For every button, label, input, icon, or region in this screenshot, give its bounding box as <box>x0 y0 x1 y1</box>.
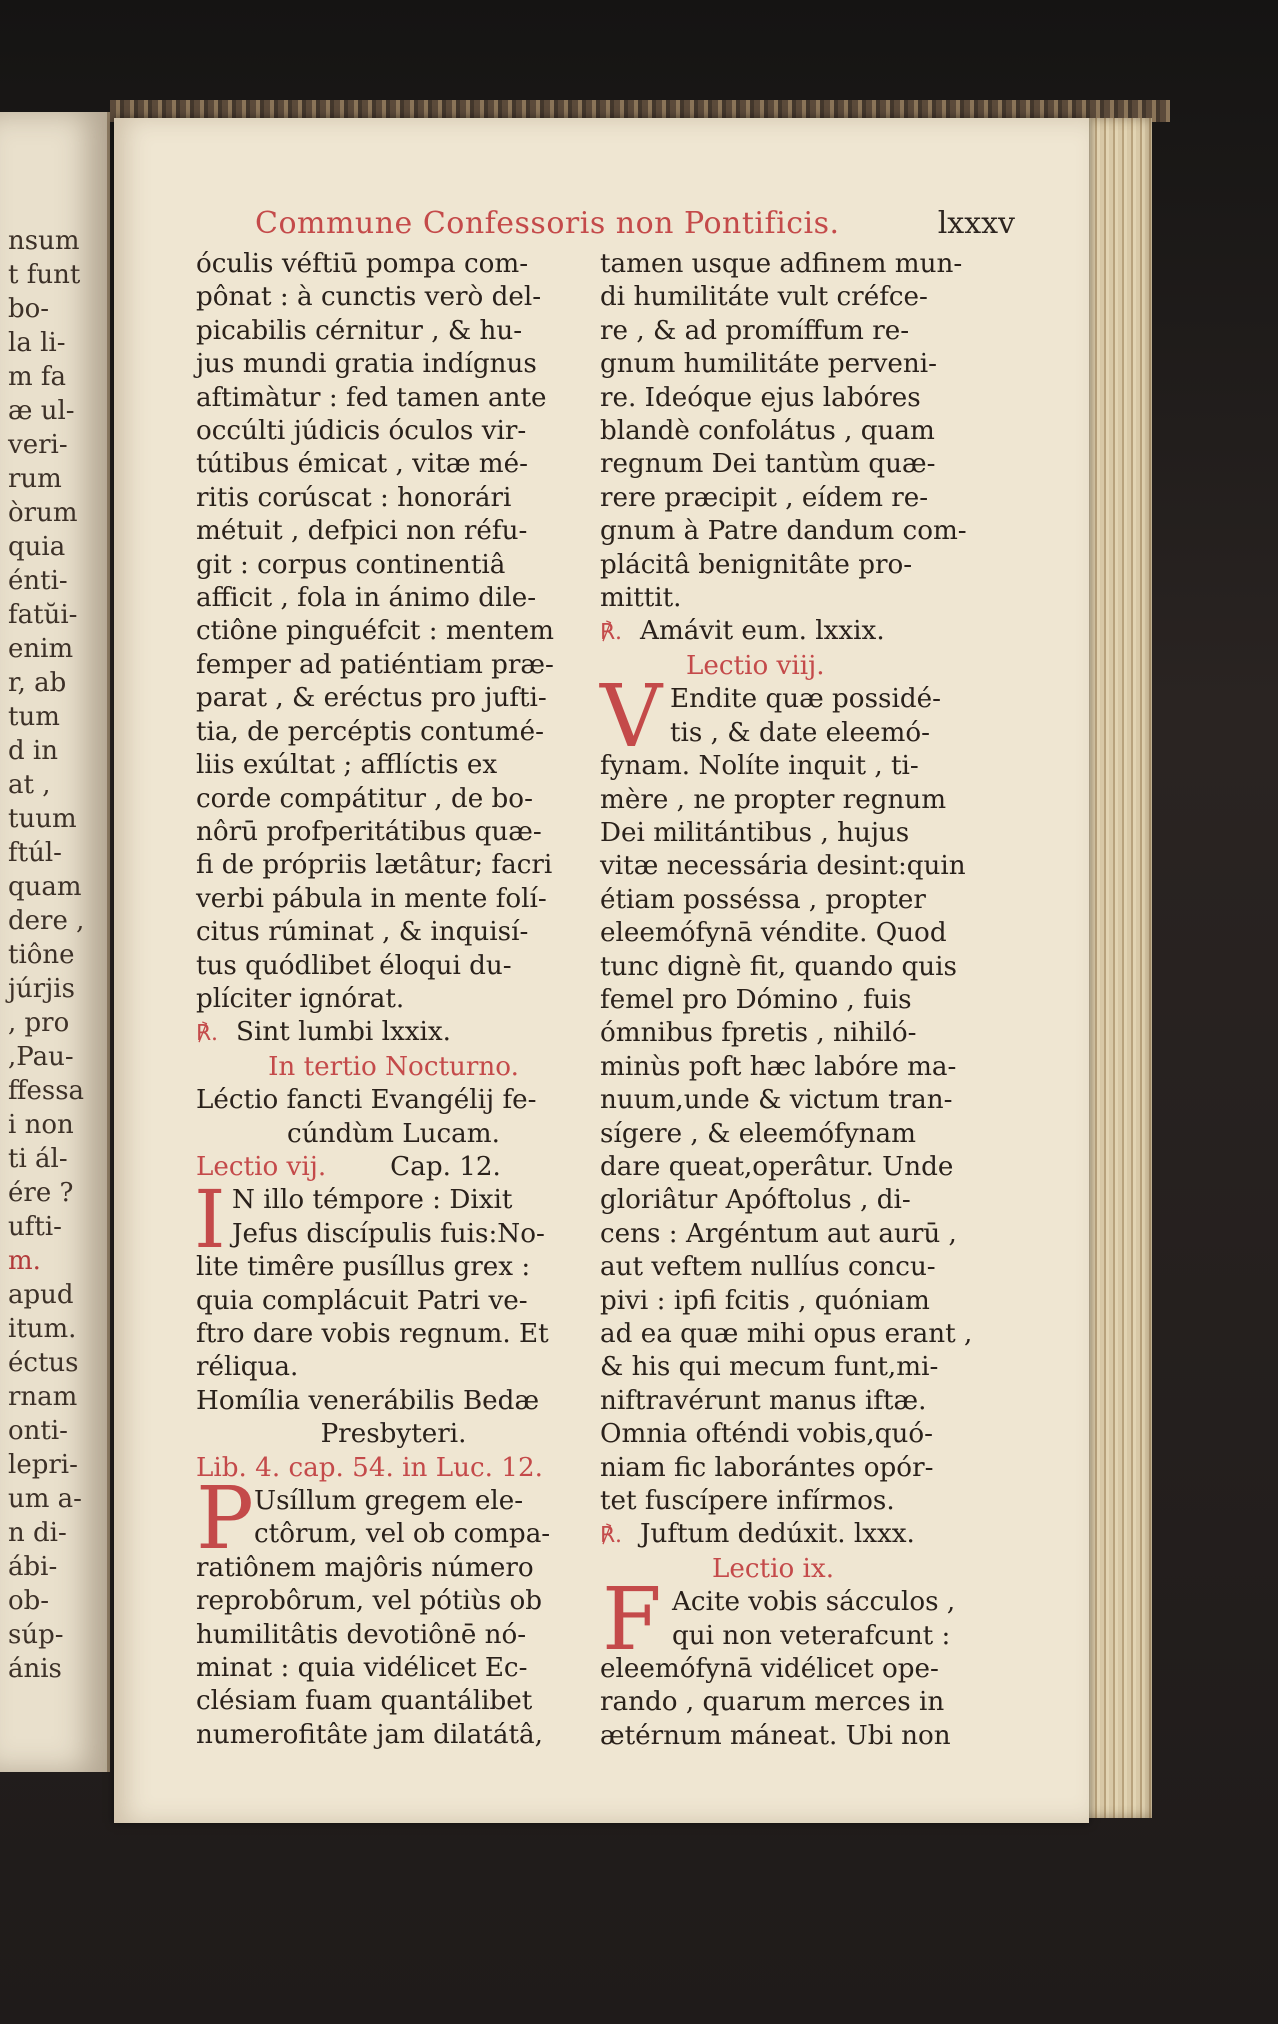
left-page-fragment: énti- <box>8 566 68 596</box>
lectio-line: pivi : ipfi fcitis , quóniam <box>600 1285 930 1316</box>
left-page-fragment: lepri- <box>8 1450 78 1480</box>
lectio-ix-block <box>600 1570 1002 1753</box>
left-page-fragment: òrum <box>8 498 78 528</box>
lectio-vii-heading: Lectio vij. Cap. 12. <box>196 1151 501 1182</box>
left-column <box>196 248 591 1752</box>
text-line: corde compátitur , de bo- <box>196 783 533 814</box>
gospel-line: Jefus discípulis fuis:No- <box>232 1218 545 1249</box>
text-line: di humilitáte vult créfce- <box>600 282 928 313</box>
left-page-fragment: ábi- <box>8 1552 58 1582</box>
text-line: regnum Dei tantùm quæ- <box>600 449 936 480</box>
homily-line: humilitâtis devotiônē nó- <box>196 1619 527 1650</box>
lectio-line: minùs poft hæc labóre ma- <box>600 1051 957 1082</box>
lectio-line: gloriâtur Apóftolus , di- <box>600 1185 911 1216</box>
lectio-line: tet fuscípere infírmos. <box>600 1486 895 1517</box>
lectio-line: ómnibus fpretis , nihiló- <box>600 1018 917 1049</box>
left-page-fragment: apud <box>8 1280 74 1310</box>
lectio-line: ad ea quæ mihi opus erant , <box>600 1319 973 1349</box>
text-line: plácitâ benignitâte pro- <box>600 549 913 580</box>
lectio-line: niam fic laborántes opór- <box>600 1452 934 1483</box>
gospel-line: quia complácuit Patri ve- <box>196 1285 528 1316</box>
text-line: git : corpus continentiâ <box>196 549 506 580</box>
lectio-line: vitæ necessária desint:quin <box>600 851 966 882</box>
lib-reference: Lib. 4. cap. 54. in Luc. 12. <box>196 1452 543 1483</box>
lectio-line: eleemófynā véndite. Quod <box>600 918 947 949</box>
left-page-fragment: bo- <box>8 294 50 324</box>
lectio-line: rando , quarum merces in <box>600 1687 945 1718</box>
lectio-line: cens : Argéntum aut aurū , <box>600 1218 957 1249</box>
left-page-fragment: ufti- <box>8 1212 62 1242</box>
text-line: jus mundi gratia indígnus <box>196 349 537 380</box>
text-line: gnum à Patre dandum com- <box>600 516 967 547</box>
left-page-fragment: tum <box>8 702 60 732</box>
text-line: ritis corúscat : honorári <box>196 482 512 513</box>
lectio-line: qui non veterafcunt : <box>672 1620 951 1651</box>
lectio-line: nuum,unde & victum tran- <box>600 1085 953 1116</box>
text-line: óculis véftiū pompa com- <box>196 249 529 279</box>
nocturn-heading: In tertio Nocturno. <box>268 1051 519 1082</box>
right-page <box>114 118 1089 1823</box>
gospel-title-1: Léctio fancti Evangélij fe- <box>196 1085 537 1116</box>
left-page-fragment: ére ? <box>8 1178 74 1208</box>
left-page-fragment: rnam <box>8 1382 78 1412</box>
homily-line: numerofitâte jam dilatátâ, <box>196 1719 543 1750</box>
text-line: tútibus émicat , vitæ mé- <box>196 449 528 480</box>
text-line: ctiône pinguéfcit : mentem <box>196 616 554 647</box>
text-line: tamen usque adfinem mun- <box>600 249 963 279</box>
drop-cap-P: P <box>196 1469 254 1570</box>
left-page-fragment: fatŭi- <box>8 600 78 630</box>
left-page-fragment: , pro <box>8 1008 70 1038</box>
homily-line: reprobôrum, vel pótiùs ob <box>196 1586 543 1617</box>
left-page-fragment: ffessa <box>8 1076 85 1106</box>
left-page <box>0 112 110 1772</box>
text-line: citus rúminat , & inquisí- <box>196 917 529 948</box>
left-page-fragment: enim <box>8 634 74 664</box>
text-line: tia, de percéptis contumé- <box>196 716 544 747</box>
lectio-line: dare queat,operâtur. Unde <box>600 1151 954 1182</box>
left-page-fragment: t funt <box>8 260 81 290</box>
text-line: afficit , fola in ánimo dile- <box>196 583 537 614</box>
lectio-line: aut veftem nullíus concu- <box>600 1252 936 1283</box>
text-line: tus quódlibet éloqui du- <box>196 950 512 981</box>
lectio-line: tunc dignè fit, quando quis <box>600 951 957 982</box>
left-page-fragment: m. <box>8 1246 41 1276</box>
text-line: liis exúltat ; afflíctis ex <box>196 750 498 781</box>
left-page-fragment: onti- <box>8 1416 68 1446</box>
text-line: nôrū profperitátibus quæ- <box>196 816 542 847</box>
text-line: plíciter ignórat. <box>196 983 405 1014</box>
homily-line: minat : quia vidélicet Ec- <box>196 1653 528 1684</box>
text-line: verbi pábula in mente folí- <box>196 883 547 914</box>
lectio-line: sígere , & eleemófynam <box>600 1118 916 1149</box>
responsory-2: ℟. Amávit eum. lxxix. <box>600 616 885 647</box>
left-page-fragment: ,Pau- <box>8 1042 74 1072</box>
text-line: aftimàtur : fed tamen ante <box>196 382 547 413</box>
gospel-line: réliqua. <box>196 1352 299 1383</box>
text-line: re , & ad promíffum re- <box>600 315 910 346</box>
drop-cap-I: I <box>194 1173 226 1267</box>
left-page-fragment: ftúl- <box>8 838 62 868</box>
lectio-line: niftravérunt manus iftæ. <box>600 1385 927 1416</box>
left-page-fragment: n di- <box>8 1518 67 1548</box>
homily-line: ratiônem majôris número <box>196 1552 534 1583</box>
lectio-viii-block <box>600 667 1002 1518</box>
lectio-line: Omnia ofténdi vobis,quó- <box>600 1419 933 1450</box>
page-edges <box>1082 118 1152 1818</box>
homily-line: ctôrum, vel ob compa- <box>254 1519 551 1550</box>
text-line: rere præcipit , eídem re- <box>600 482 929 513</box>
homily-block <box>196 1469 591 1752</box>
left-page-fragment: ánis <box>8 1654 62 1684</box>
homily-title-1: Homília venerábilis Bedæ <box>196 1385 540 1416</box>
responsory-3: ℟. Juftum dedúxit. lxxx. <box>600 1519 915 1550</box>
lectio-line: mère , ne propter regnum <box>600 784 947 815</box>
left-page-fragment: d in <box>8 736 58 766</box>
text-line: picabilis cérnitur , & hu- <box>196 315 523 346</box>
lectio-line: étiam posséssa , propter <box>600 884 926 915</box>
lectio-line: femel pro Dómino , fuis <box>600 984 912 1015</box>
left-page-fragment: veri- <box>8 430 68 460</box>
lectio-line: fynam. Nolíte inquit , ti- <box>600 751 919 782</box>
left-page-fragment: i non <box>8 1110 74 1140</box>
text-line: re. Ideóque ejus labóres <box>600 382 921 413</box>
left-page-fragment: ob- <box>8 1586 50 1616</box>
text-line: blandè confolátus , quam <box>600 416 935 447</box>
page-header <box>255 206 1015 250</box>
right-column <box>600 248 1002 1753</box>
left-page-fragment: tuum <box>8 804 77 834</box>
left-page-fragment: quia <box>8 532 66 562</box>
lectio-ix-heading: Lectio ix. <box>712 1553 835 1584</box>
gospel-line: lite timêre pusíllus grex : <box>196 1252 531 1283</box>
text-line: occúlti júdicis óculos vir- <box>196 416 527 447</box>
left-page-fragment: la li- <box>8 328 66 358</box>
lectio-line: Acite vobis sácculos , <box>672 1587 956 1618</box>
left-page-fragment: itum. <box>8 1314 77 1344</box>
text-line: métuit , defpici non réfu- <box>196 516 528 547</box>
lectio-line: tis , & date eleemó- <box>670 717 930 748</box>
responsory-1: ℟. Sint lumbi lxxix. <box>196 1017 451 1048</box>
lectio-line: eleemófynā vidélicet ope- <box>600 1654 939 1685</box>
running-title: Commune Confessoris non Pontificis. <box>255 206 840 241</box>
left-page-fragment: éctus <box>8 1348 79 1378</box>
left-page-fragment: r, ab <box>8 668 67 698</box>
left-page-fragment: tiône <box>8 940 75 970</box>
text-line: parat , & eréctus pro jufti- <box>196 683 547 714</box>
text-line: mittit. <box>600 583 682 614</box>
left-page-fragment: súp- <box>8 1620 64 1650</box>
left-page-fragment: nsum <box>8 226 80 256</box>
lectio-line: ætérnum máneat. Ubi non <box>600 1720 951 1751</box>
text-line: gnum humilitáte perveni- <box>600 349 937 380</box>
text-line: femper ad patiéntiam præ- <box>196 649 554 680</box>
left-page-fragment: um a- <box>8 1484 82 1514</box>
folio: lxxxv <box>937 206 1015 241</box>
drop-cap-F: F <box>602 1570 662 1671</box>
homily-line: Usíllum gregem ele- <box>254 1486 524 1517</box>
lectio-line: & his qui mecum funt,mi- <box>600 1352 939 1383</box>
lectio-viii-heading: Lectio viij. <box>686 650 825 681</box>
left-page-fragment: júrjis <box>8 974 75 1004</box>
left-page-fragment: æ ul- <box>8 396 75 426</box>
left-page-fragment: quam <box>8 872 82 902</box>
text-line: pônat : à cunctis verò del- <box>196 282 542 313</box>
gospel-line: N illo témpore : Dixit <box>232 1185 513 1216</box>
gospel-line: ftro dare vobis regnum. Et <box>196 1319 549 1349</box>
left-page-fragment: dere , <box>8 906 85 936</box>
lectio-line: Dei militántibus , hujus <box>600 817 910 848</box>
homily-title-2: Presbyteri. <box>320 1419 467 1450</box>
text-line: fi de própriis lætâtur; facri <box>196 850 553 881</box>
gospel-title-2: cúndùm Lucam. <box>287 1118 500 1149</box>
left-page-fragment: at , <box>8 770 51 800</box>
homily-line: clésiam fuam quantálibet <box>196 1686 533 1717</box>
left-page-fragment: m fa <box>8 362 67 392</box>
gospel-block <box>194 1173 591 1384</box>
drop-cap-V: V <box>600 667 663 768</box>
left-page-fragment: ti ál- <box>8 1144 68 1174</box>
left-page-fragment: rum <box>8 464 62 494</box>
lectio-line: Endite quæ possidé- <box>670 684 941 715</box>
